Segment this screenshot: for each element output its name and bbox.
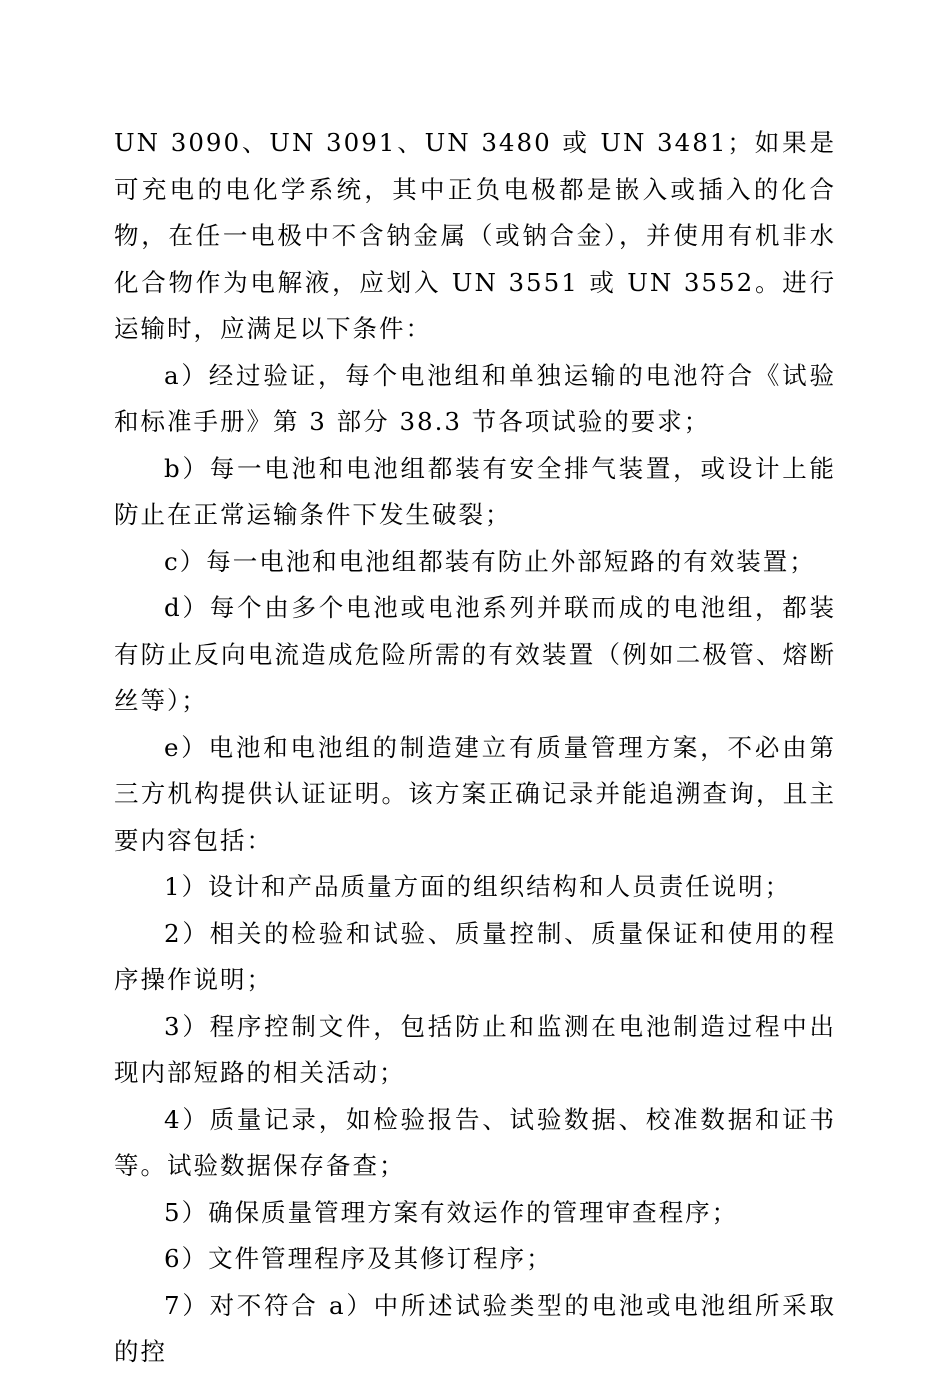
paragraph-subitem-5: 5）确保质量管理方案有效运作的管理审查程序； (164, 1197, 739, 1227)
paragraph-subitem-6: 6）文件管理程序及其修订程序； (164, 1244, 553, 1273)
paragraph-subitem-7: 7）对不符合 a）中所述试验类型的电池或电池组所采取的控 (114, 1290, 836, 1366)
paragraph-subitem-1: 1）设计和产品质量方面的组织结构和人员责任说明； (164, 872, 792, 901)
paragraph-subitem-4: 4）质量记录，如检验报告、试验数据、校准数据和证书等。试验数据保存备查； (114, 1104, 836, 1180)
paragraph-item-a: a）经过验证，每个电池组和单独运输的电池符合《试验和标准手册》第 3 部分 38.3 节各项试验的要求； (114, 360, 836, 436)
paragraph-intro: UN 3090、UN 3091、UN 3480 或 UN 3481；如果是可充电的电化学系统，其中正负电极都是嵌入或插入的化合物，在任一电极中不含钠金属（或钠合金），并使用有机非水化合物作为电解液，应划入 UN 3551 或 UN 3552。进行运输时，应满足以下条件： (114, 128, 836, 343)
paragraph-item-e: e）电池和电池组的制造建立有质量管理方案，不必由第三方机构提供认证证明。该方案正确记录并能追溯查询，且主要内容包括： (114, 732, 836, 855)
paragraph-item-c: c）每一电池和电池组都装有防止外部短路的有效装置； (164, 546, 816, 576)
paragraph-item-b: b）每一电池和电池组都装有安全排气装置，或设计上能防止在正常运输条件下发生破裂； (114, 453, 836, 529)
paragraph-subitem-3: 3）程序控制文件，包括防止和监测在电池制造过程中出现内部短路的相关活动； (114, 1011, 836, 1087)
paragraph-item-d: d）每个由多个电池或电池系列并联而成的电池组，都装有防止反向电流造成危险所需的有效装置（例如二极管、熔断丝等）； (114, 593, 836, 715)
paragraph-subitem-2: 2）相关的检验和试验、质量控制、质量保证和使用的程序操作说明； (114, 918, 836, 994)
document-body (114, 120, 836, 1376)
